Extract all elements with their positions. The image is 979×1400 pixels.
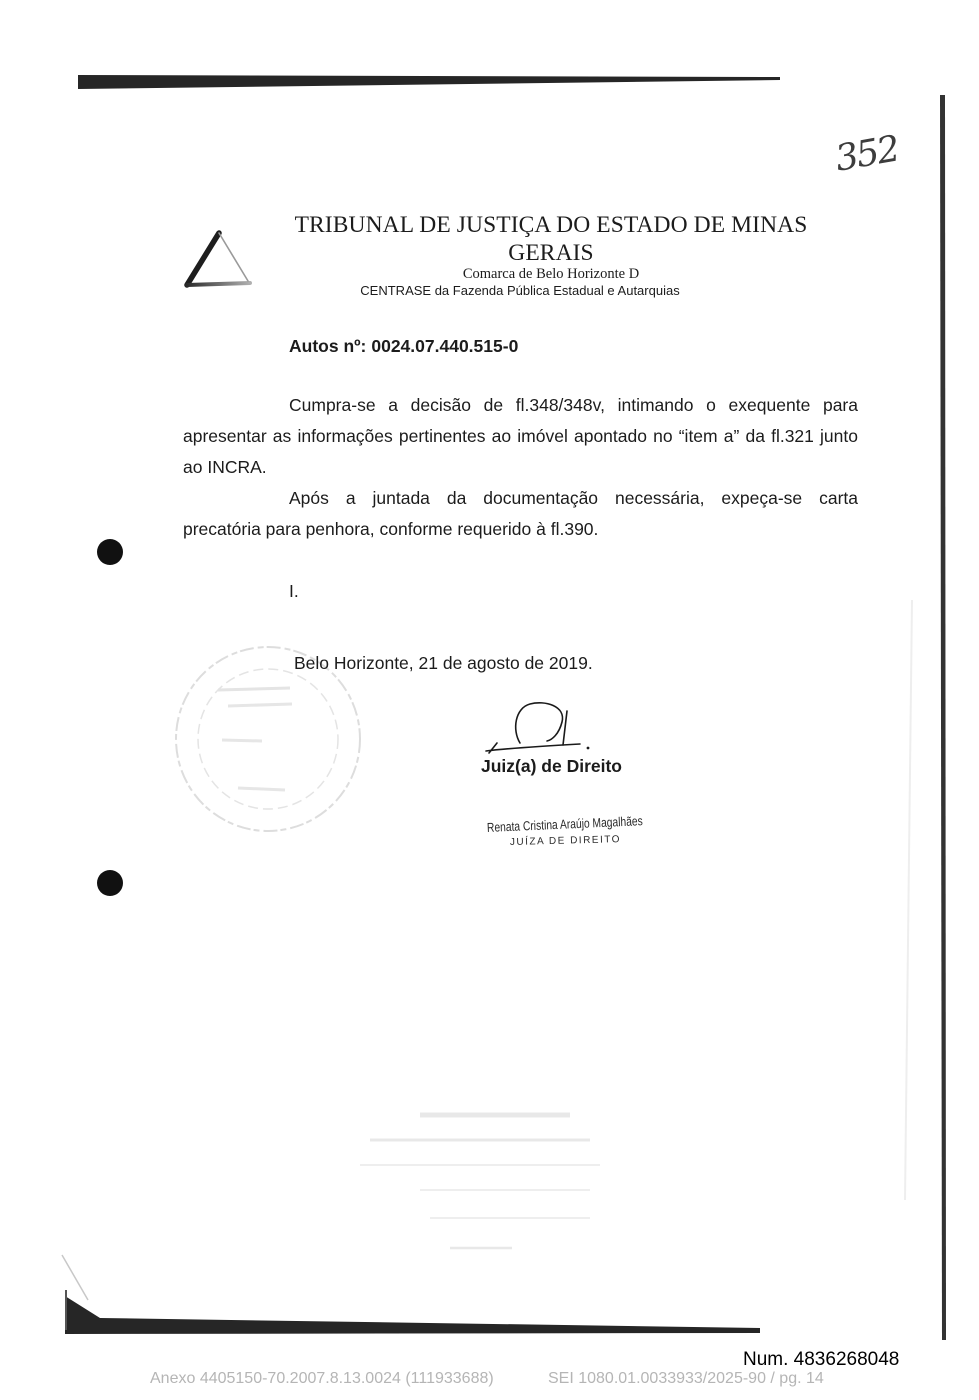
paragraph-line: precatória para penhora, conforme requerido à fl.390. [183, 519, 599, 539]
scan-edge-top [78, 75, 780, 89]
paragraph-line: Após a juntada da documentação necessária, expeça-se carta [289, 488, 858, 508]
paragraph-line: Cumpra-se a decisão de fl.348/348v, intimando o exequente para [289, 395, 858, 415]
scan-edge-right [940, 95, 946, 1340]
signer-role: Juiz(a) de Direito [481, 756, 622, 776]
faded-bottom-stamp [360, 1115, 600, 1248]
decision-body [183, 390, 858, 545]
paragraph [183, 390, 858, 483]
place-and-date: Belo Horizonte, 21 de agosto de 2019. [294, 653, 593, 673]
scan-shadow-bottom-left [62, 1255, 88, 1300]
case-number-line [289, 335, 518, 357]
case-number: 0024.07.440.515-0 [371, 336, 519, 356]
judge-signature [486, 703, 589, 753]
court-title: TRIBUNAL DE JUSTIÇA DO ESTADO DE MINAS GERAIS [294, 212, 808, 266]
scan-edge-bottom [65, 1296, 760, 1334]
faded-circular-stamp [176, 647, 360, 831]
footer-annex-reference: Anexo 4405150-70.2007.8.13.0024 (111933688) [150, 1370, 494, 1387]
paragraph [183, 483, 858, 545]
paragraph-line: apresentar as informações pertinentes ao imóvel apontado no “item a” da fl.321 junto [183, 426, 858, 446]
footer-document-number: Num. 4836268048 [743, 1349, 900, 1370]
comarca-line: Comarca de Belo Horizonte D [462, 266, 640, 282]
case-label: Autos nº: [289, 336, 367, 356]
stamp-judge-name: Renata Cristina Araújo Magalhães [486, 813, 644, 835]
closing-mark: I. [289, 581, 299, 601]
unit-line: CENTRASE da Fazenda Pública Estadual e Autarquias [360, 283, 680, 298]
hole-punch-lower [97, 870, 123, 896]
scan-shadow-right [905, 600, 912, 1200]
handwritten-page-number: 352 [832, 128, 902, 180]
paragraph-line: ao INCRA. [183, 457, 267, 477]
court-logo-icon [187, 233, 250, 285]
footer-sei-reference: SEI 1080.01.0033933/2025-90 / pg. 14 [548, 1370, 824, 1387]
stamp-judge-title: JUÍZA DE DIREITO [509, 834, 622, 848]
hole-punch-upper [97, 539, 123, 565]
